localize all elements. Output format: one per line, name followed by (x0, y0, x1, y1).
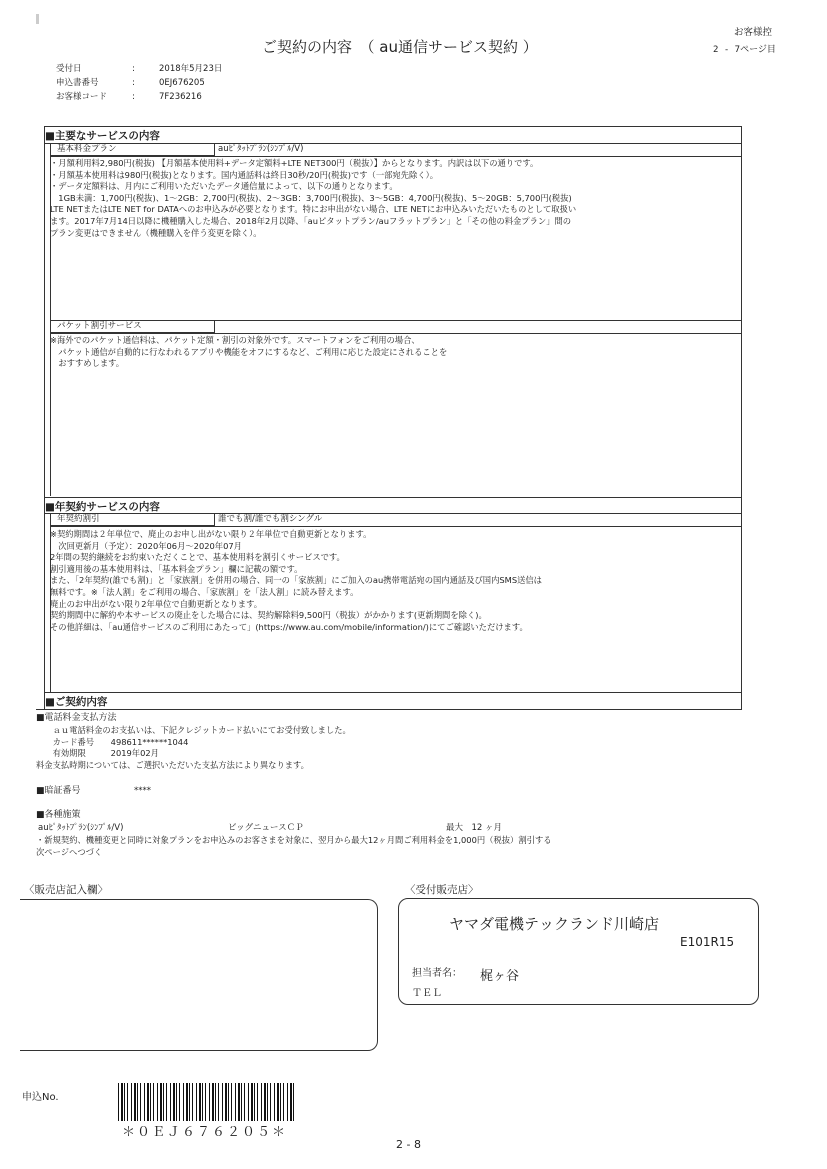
meta-value-date: 2018年5月23日 (159, 64, 223, 74)
promo-campaign: ビッグニュースＣＰ (228, 823, 304, 833)
promo-details (36, 835, 552, 858)
meta-sep: : (132, 78, 135, 88)
pin-value: **** (134, 786, 151, 796)
plan-line: ・データ定額料は、月内にご利用いただいたデータ通信量によって、以下の通りとなります。 (50, 181, 398, 192)
packet-line: ※海外でのパケット通信料は、パケット定額・割引の対象外です。スマートフォンをご利用の場合、 (50, 335, 420, 345)
payment-line: ａｕ電話料金のお支払いは、下記クレジットカード払いにてお受付致しました。 (36, 725, 351, 735)
section-title-annual: ■年契約サービスの内容 (45, 501, 160, 513)
meta-label: お客様コード (56, 92, 108, 102)
divider (44, 692, 742, 693)
plan-label: 基本料金プラン (57, 144, 117, 154)
store-name: ヤマダ電機テックランド川崎店 (449, 915, 660, 933)
payment-heading: ■電話料金支払方法 (36, 713, 117, 723)
promo-line: ・新規契約、機種変更と同時に対象プランをお申込みのお客さまを対象に、翌月から最大12ヶ月間ご利用料金を1,000円（税抜）割引する (36, 835, 552, 845)
receiving-store-label: 〈受付販売店〉 (405, 884, 479, 896)
section-title-main-services: ■主要なサービスの内容 (45, 130, 160, 142)
copy-label: お客様控 (734, 27, 773, 38)
payment-line: 料金支払時期については、ご選択いただいた支払方法により異なります。 (36, 759, 309, 770)
section-title-contract: ■ご契約内容 (45, 696, 108, 708)
plan-line: 1GB未満：1,700円(税抜)、1～2GB：2,700円(税抜)、2～3GB：3,700円(税抜)、3～5GB：4,700円(税抜)、5～20GB：5,700円(税抜) (50, 192, 572, 203)
plan-line: プラン変更はできません（機種購入を伴う変更を除く）。 (50, 227, 262, 238)
promo-line: 次ページへつづく (36, 846, 103, 857)
annual-description (50, 529, 542, 633)
promo-plan: auﾋﾟﾀｯﾄﾌﾟﾗﾝ(ｼﾝﾌﾟﾙ/V) (38, 823, 124, 833)
divider (215, 320, 742, 321)
plan-line: ・月額利用料2,980円(税抜) 【月額基本使用料+データ定額料+LTE NET300円（税抜）】からとなります。内訳は以下の通りです。 (50, 158, 539, 168)
payment-line: 有効期限 2019年02月 (36, 748, 159, 759)
barcode-text: ＊０ＥＪ６７６２０５＊ (122, 1125, 288, 1140)
plan-line: ・月額基本使用料は980円(税抜)となります。国内通話料は終日30秒/20円(税抜)です（一部宛先除く）。 (50, 169, 439, 180)
annual-line: また、「2年契約(誰でも割)」と「家族割」を併用の場合、同一の「家族割」にご加入のau携帯電話宛の国内通話及び国内SMS送信は (50, 575, 542, 586)
annual-line: 割引適用後の基本使用料は、「基本料金プラン」欄に記載の額です。 (50, 563, 303, 574)
tel-label: ＴＥＬ (412, 988, 442, 999)
meta-sep: : (132, 92, 135, 102)
application-number-label: 申込No. (22, 1092, 59, 1103)
plan-line: ます。2017年7月14日以降に機種購入した場合、2018年2月以降、「auピタットプラン/auフラットプラン」と「その他の料金プラン」間の (50, 215, 572, 226)
packet-description (50, 335, 447, 370)
plan-value: auﾋﾟﾀｯﾄﾌﾟﾗﾝ(ｼﾝﾌﾟﾙ/V) (218, 144, 304, 154)
meta-sep: : (132, 64, 135, 74)
payment-line: カード番号 498611******1044 (36, 736, 189, 747)
meta-value-customer-code: 7F236216 (159, 92, 202, 102)
scan-edge (36, 14, 39, 24)
annual-label: 年契約割引 (57, 514, 100, 524)
store-entry-box (20, 899, 378, 1051)
annual-line: 次回更新月（予定）：2020年06月～2020年07月 (50, 540, 242, 551)
page-indicator: 2 - 7ページ目 (713, 45, 776, 55)
divider (50, 156, 742, 157)
payment-details (36, 725, 351, 771)
divider (36, 709, 742, 710)
packet-label: パケット割引サービス (57, 321, 142, 331)
annual-line: その他詳細は、「au通信サービスのご利用にあたって」(https://www.au.com/mobile/information/)にてご確認いただけます。 (50, 621, 528, 632)
annual-line: ※契約期間は２年単位で、廃止のお申し出がない限り２年単位で自動更新となります。 (50, 529, 372, 539)
divider (50, 333, 742, 334)
staff-name: 梶ヶ谷 (480, 969, 520, 984)
divider (44, 497, 742, 498)
annual-line: 契約期間中に解約や本サービスの廃止をした場合には、契約解除料9,500円（税抜）がかかります(更新期間を除く)。 (50, 610, 487, 621)
meta-label: 受付日 (56, 64, 82, 74)
page-title: ご契約の内容 （ au通信サービス契約 ） (262, 38, 538, 56)
staff-label: 担当者名： (412, 968, 462, 979)
store-code: E101R15 (680, 935, 735, 949)
plan-line: LTE NETまたはLTE NET for DATAへのお申込みが必要となります。特にお申出がない場合、LTE NETにお申込みいただいたものとして取扱い (50, 204, 577, 215)
plan-description (50, 158, 576, 239)
promo-max-period: 最大 12 ヶ月 (446, 823, 503, 833)
annual-line: 2年間の契約継続をお約束いただくことで、基本使用料を割引くサービスです。 (50, 552, 345, 563)
promo-heading: ■各種施策 (36, 810, 81, 820)
pin-heading: ■暗証番号 (36, 786, 81, 796)
packet-line: パケット通信が自動的に行なわれるアプリや機能をオフにするなど、ご利用に応じた設定にされることを (50, 346, 448, 357)
annual-value: 誰でも割/誰でも割シングル (218, 514, 323, 524)
annual-line: 無料です。※「法人割」をご利用の場合、「家族割」を「法人割」に読み替えます。 (50, 586, 359, 597)
meta-label: 申込書番号 (56, 78, 99, 88)
packet-line: おすすめします。 (50, 358, 125, 369)
meta-value-app-number: 0EJ676205 (159, 78, 205, 88)
store-entry-label: 〈販売店記入欄〉 (24, 884, 108, 896)
barcode (118, 1083, 294, 1121)
divider (50, 526, 742, 527)
annual-line: 廃止のお申出がない限り2年単位で自動更新となります。 (50, 598, 263, 609)
page-number: 2 - 8 (396, 1138, 421, 1151)
